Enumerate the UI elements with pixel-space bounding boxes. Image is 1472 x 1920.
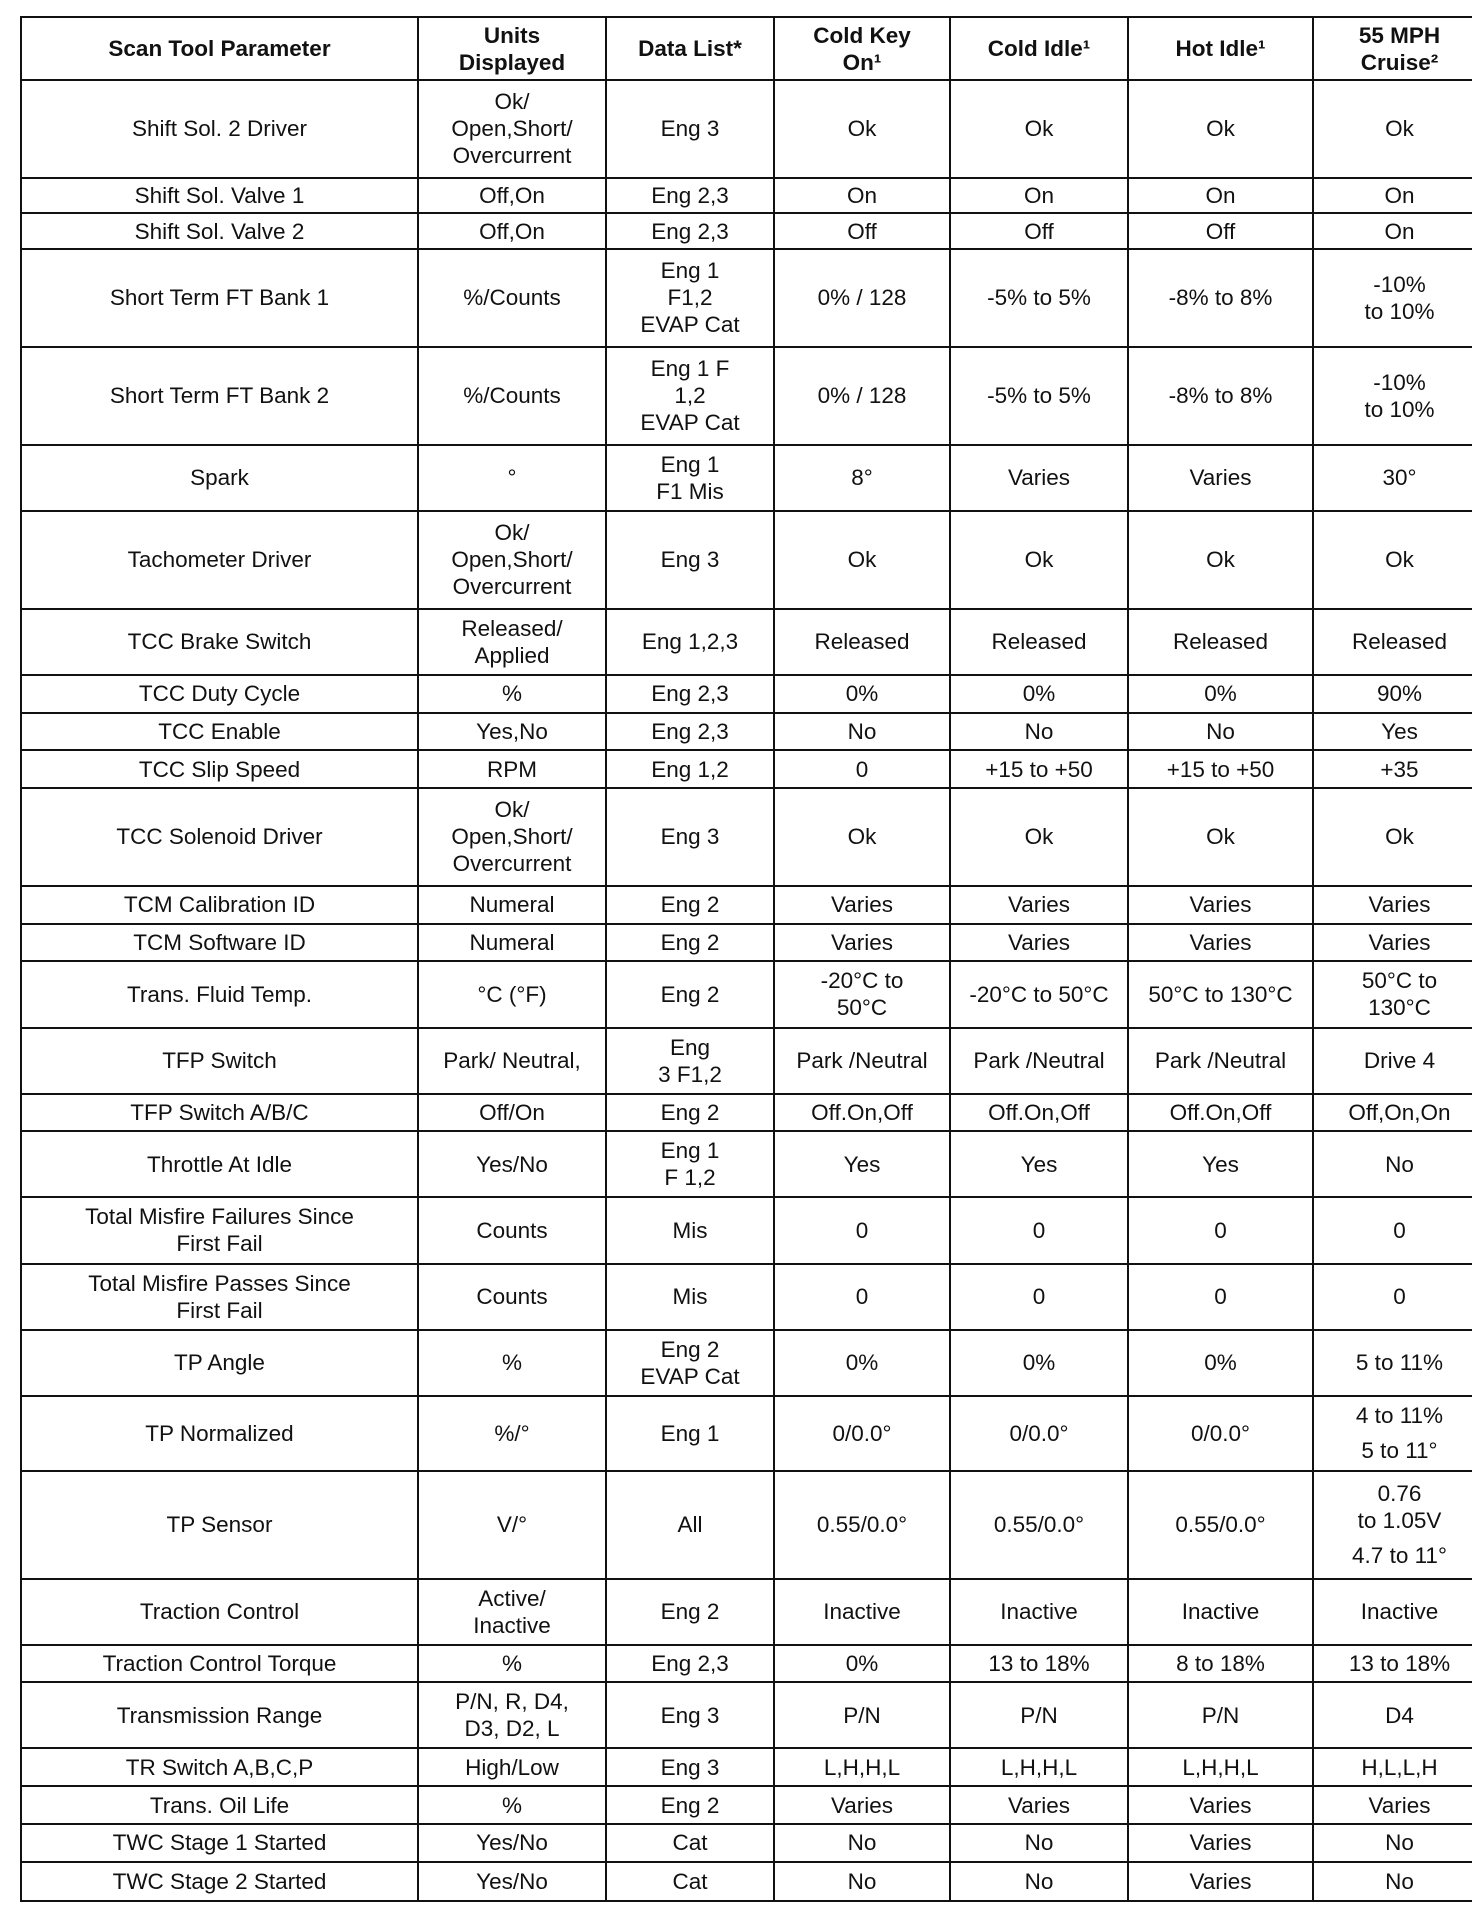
cell-cold-key-on: 0% / 128 — [774, 249, 950, 347]
cell-data-list: Mis — [606, 1197, 774, 1263]
cell-cruise-55-mph: No — [1313, 1862, 1472, 1901]
cell-hot-idle: +15 to +50 — [1128, 750, 1313, 788]
cell-cold-idle: 0 — [950, 1264, 1128, 1330]
table-row — [21, 1786, 1472, 1824]
table-row — [21, 1131, 1472, 1197]
table-row — [21, 675, 1472, 713]
cell-units-displayed: %/° — [418, 1396, 606, 1472]
cell-hot-idle: Ok — [1128, 788, 1313, 886]
cell-cold-key-on: No — [774, 1824, 950, 1862]
cell-cold-idle: Released — [950, 609, 1128, 675]
header-data-list: Data List* — [606, 17, 774, 80]
cell-cruise-55-mph: D4 — [1313, 1682, 1472, 1748]
cell-units-displayed: %/Counts — [418, 347, 606, 445]
cell-cold-idle: 0% — [950, 675, 1128, 713]
cell-cold-idle: Varies — [950, 924, 1128, 962]
cell-units-displayed: Active/ Inactive — [418, 1579, 606, 1645]
cell-cold-idle: +15 to +50 — [950, 750, 1128, 788]
cell-parameter: Traction Control Torque — [21, 1645, 418, 1683]
cell-data-list: Eng 1 F 1,2 — [606, 1131, 774, 1197]
table-row — [21, 961, 1472, 1027]
header-55-mph-cruise: 55 MPH Cruise² — [1313, 17, 1472, 80]
table-row — [21, 1748, 1472, 1786]
cell-units-displayed: Yes/No — [418, 1862, 606, 1901]
cell-hot-idle: 0.55/0.0° — [1128, 1471, 1313, 1578]
cell-data-list: Cat — [606, 1824, 774, 1862]
cell-data-list: Eng 2,3 — [606, 178, 774, 213]
cell-cold-key-on: Off — [774, 213, 950, 248]
cell-data-list: Eng 1,2,3 — [606, 609, 774, 675]
cell-data-list: Eng 1,2 — [606, 750, 774, 788]
cell-hot-idle: Park /Neutral — [1128, 1028, 1313, 1094]
cell-data-list: Eng 1 F 1,2 EVAP Cat — [606, 347, 774, 445]
cell-cold-key-on: 0 — [774, 1264, 950, 1330]
cell-units-displayed: Yes/No — [418, 1824, 606, 1862]
cell-cruise-55-mph: No — [1313, 1131, 1472, 1197]
cell-hot-idle: Inactive — [1128, 1579, 1313, 1645]
cell-data-list: Eng 2 — [606, 886, 774, 924]
cell-units-displayed: Yes,No — [418, 713, 606, 751]
cell-hot-idle: Ok — [1128, 511, 1313, 609]
cell-cruise-55-mph: -10% to 10% — [1313, 249, 1472, 347]
cell-data-list: Eng 1 F1 Mis — [606, 445, 774, 511]
cell-data-list: Eng 3 — [606, 80, 774, 178]
cell-hot-idle: Off — [1128, 213, 1313, 248]
cell-cold-idle: 0/0.0° — [950, 1396, 1128, 1472]
cell-hot-idle: 0% — [1128, 1330, 1313, 1396]
table-row — [21, 347, 1472, 445]
cell-hot-idle: L,H,H,L — [1128, 1748, 1313, 1786]
cell-parameter: TCC Slip Speed — [21, 750, 418, 788]
cell-cruise-55-mph: Ok — [1313, 788, 1472, 886]
cell-parameter: Shift Sol. 2 Driver — [21, 80, 418, 178]
cell-cold-idle: Varies — [950, 886, 1128, 924]
cell-units-displayed: Ok/ Open,Short/ Overcurrent — [418, 511, 606, 609]
cell-parameter: Short Term FT Bank 2 — [21, 347, 418, 445]
cell-parameter: TFP Switch — [21, 1028, 418, 1094]
cell-units-displayed: Counts — [418, 1264, 606, 1330]
cell-units-displayed: °C (°F) — [418, 961, 606, 1027]
cell-cruise-55-mph: On — [1313, 178, 1472, 213]
cell-cold-key-on: Varies — [774, 886, 950, 924]
cell-cold-idle: No — [950, 713, 1128, 751]
cell-cruise-55-mph: 5 to 11% — [1313, 1330, 1472, 1396]
cell-cold-key-on: Ok — [774, 511, 950, 609]
cell-cold-key-on: 0% / 128 — [774, 347, 950, 445]
cell-units-displayed: %/Counts — [418, 249, 606, 347]
cell-cold-key-on: 0% — [774, 675, 950, 713]
header-hot-idle: Hot Idle¹ — [1128, 17, 1313, 80]
table-row — [21, 1579, 1472, 1645]
cell-cold-idle: On — [950, 178, 1128, 213]
table-row — [21, 249, 1472, 347]
cell-units-displayed: Numeral — [418, 924, 606, 962]
cell-hot-idle: 8 to 18% — [1128, 1645, 1313, 1683]
cell-parameter: TP Angle — [21, 1330, 418, 1396]
cell-hot-idle: Varies — [1128, 924, 1313, 962]
cell-cruise-55-mph: Off,On,On — [1313, 1094, 1472, 1132]
cell-parameter: Tachometer Driver — [21, 511, 418, 609]
cell-cold-key-on: 0% — [774, 1330, 950, 1396]
cell-data-list: Eng 2 — [606, 961, 774, 1027]
cell-cruise-55-mph: Drive 4 — [1313, 1028, 1472, 1094]
cell-units-displayed: % — [418, 1786, 606, 1824]
table-row — [21, 1471, 1472, 1578]
cell-cruise-55-mph: No — [1313, 1824, 1472, 1862]
cell-units-displayed: Park/ Neutral, — [418, 1028, 606, 1094]
cell-parameter: TCC Solenoid Driver — [21, 788, 418, 886]
cell-cold-key-on: -20°C to 50°C — [774, 961, 950, 1027]
cell-cruise-55-mph: 50°C to 130°C — [1313, 961, 1472, 1027]
table-row — [21, 1862, 1472, 1901]
cell-cold-idle: Ok — [950, 80, 1128, 178]
cell-hot-idle: Yes — [1128, 1131, 1313, 1197]
cell-cruise-55-mph: 0.76 to 1.05V 4.7 to 11° — [1313, 1471, 1472, 1578]
table-row — [21, 924, 1472, 962]
cell-data-list: Eng 1 — [606, 1396, 774, 1472]
cell-units-displayed: % — [418, 675, 606, 713]
table-row — [21, 1197, 1472, 1263]
cell-cold-idle: 0.55/0.0° — [950, 1471, 1128, 1578]
cell-data-list: Eng 2,3 — [606, 213, 774, 248]
cell-hot-idle: Varies — [1128, 886, 1313, 924]
cell-data-list: Eng 2 — [606, 924, 774, 962]
cell-units-displayed: Released/ Applied — [418, 609, 606, 675]
table-row — [21, 1094, 1472, 1132]
cell-cold-key-on: P/N — [774, 1682, 950, 1748]
cell-cruise-55-mph: 13 to 18% — [1313, 1645, 1472, 1683]
cell-cruise-55-mph: Yes — [1313, 713, 1472, 751]
cell-cold-key-on: Off.On,Off — [774, 1094, 950, 1132]
cell-cold-idle: 0% — [950, 1330, 1128, 1396]
cell-units-displayed: Ok/ Open,Short/ Overcurrent — [418, 80, 606, 178]
cell-units-displayed: % — [418, 1645, 606, 1683]
cell-hot-idle: 0/0.0° — [1128, 1396, 1313, 1472]
table-row — [21, 1645, 1472, 1683]
cell-hot-idle: On — [1128, 178, 1313, 213]
cell-cold-idle: Varies — [950, 445, 1128, 511]
cell-units-displayed: Off/On — [418, 1094, 606, 1132]
cell-cruise-55-mph: Released — [1313, 609, 1472, 675]
cell-parameter: Trans. Oil Life — [21, 1786, 418, 1824]
cell-units-displayed: P/N, R, D4, D3, D2, L — [418, 1682, 606, 1748]
table-row — [21, 886, 1472, 924]
cell-cold-key-on: Park /Neutral — [774, 1028, 950, 1094]
cell-cold-idle: No — [950, 1824, 1128, 1862]
cell-cruise-55-mph: Varies — [1313, 1786, 1472, 1824]
cell-cold-idle: Varies — [950, 1786, 1128, 1824]
cell-hot-idle: No — [1128, 713, 1313, 751]
cell-parameter: Shift Sol. Valve 1 — [21, 178, 418, 213]
table-row — [21, 1824, 1472, 1862]
cell-units-displayed: % — [418, 1330, 606, 1396]
cell-parameter: Total Misfire Passes Since First Fail — [21, 1264, 418, 1330]
cell-units-displayed: High/Low — [418, 1748, 606, 1786]
cell-hot-idle: P/N — [1128, 1682, 1313, 1748]
header-row — [21, 17, 1472, 80]
cell-cruise-55-mph: Inactive — [1313, 1579, 1472, 1645]
table-row — [21, 80, 1472, 178]
cell-hot-idle: 0 — [1128, 1197, 1313, 1263]
cell-hot-idle: -8% to 8% — [1128, 249, 1313, 347]
cell-units-displayed: Off,On — [418, 213, 606, 248]
cell-parameter: Spark — [21, 445, 418, 511]
cell-data-list: Eng 3 — [606, 1682, 774, 1748]
cell-cold-idle: 0 — [950, 1197, 1128, 1263]
cell-cold-idle: Ok — [950, 788, 1128, 886]
cell-parameter: Total Misfire Failures Since First Fail — [21, 1197, 418, 1263]
cell-data-list: Eng 2,3 — [606, 713, 774, 751]
cell-units-displayed: Ok/ Open,Short/ Overcurrent — [418, 788, 606, 886]
table-row — [21, 788, 1472, 886]
cell-cold-key-on: Ok — [774, 80, 950, 178]
cell-parameter: TCC Enable — [21, 713, 418, 751]
cell-cruise-55-mph: +35 — [1313, 750, 1472, 788]
cell-cold-idle: Inactive — [950, 1579, 1128, 1645]
cell-cold-key-on: Varies — [774, 924, 950, 962]
cell-parameter: TP Normalized — [21, 1396, 418, 1472]
cell-hot-idle: Varies — [1128, 1786, 1313, 1824]
cell-data-list: Eng 1 F1,2 EVAP Cat — [606, 249, 774, 347]
cell-data-list: Eng 2 — [606, 1094, 774, 1132]
cell-parameter: Shift Sol. Valve 2 — [21, 213, 418, 248]
cell-hot-idle: Varies — [1128, 1862, 1313, 1901]
table-row — [21, 213, 1472, 248]
cell-cruise-55-mph: Ok — [1313, 80, 1472, 178]
cell-cold-key-on: Yes — [774, 1131, 950, 1197]
cell-cold-idle: -5% to 5% — [950, 249, 1128, 347]
table-row — [21, 1330, 1472, 1396]
cell-cruise-55-mph: 90% — [1313, 675, 1472, 713]
cell-units-displayed: ° — [418, 445, 606, 511]
cell-hot-idle: Released — [1128, 609, 1313, 675]
cell-cold-key-on: 8° — [774, 445, 950, 511]
cell-cold-key-on: 0 — [774, 1197, 950, 1263]
cell-parameter: TCC Duty Cycle — [21, 675, 418, 713]
cell-hot-idle: Ok — [1128, 80, 1313, 178]
cell-hot-idle: Off.On,Off — [1128, 1094, 1313, 1132]
header-units-displayed: Units Displayed — [418, 17, 606, 80]
table-row — [21, 1682, 1472, 1748]
table-body — [21, 80, 1472, 1901]
table-row — [21, 1028, 1472, 1094]
cell-data-list: Eng 3 F1,2 — [606, 1028, 774, 1094]
cell-cold-idle: L,H,H,L — [950, 1748, 1128, 1786]
cell-cold-key-on: 0% — [774, 1645, 950, 1683]
cell-cold-key-on: 0.55/0.0° — [774, 1471, 950, 1578]
cell-parameter: TR Switch A,B,C,P — [21, 1748, 418, 1786]
cell-units-displayed: V/° — [418, 1471, 606, 1578]
cell-cruise-55-mph: 0 — [1313, 1264, 1472, 1330]
cell-cruise-55-mph: -10% to 10% — [1313, 347, 1472, 445]
cell-cold-key-on: On — [774, 178, 950, 213]
table-row — [21, 609, 1472, 675]
cell-units-displayed: Off,On — [418, 178, 606, 213]
cell-cold-idle: Park /Neutral — [950, 1028, 1128, 1094]
header-cold-key-on: Cold Key On¹ — [774, 17, 950, 80]
cell-cold-idle: -5% to 5% — [950, 347, 1128, 445]
cell-cold-key-on: 0 — [774, 750, 950, 788]
cell-cruise-55-mph: 0 — [1313, 1197, 1472, 1263]
cell-parameter: Trans. Fluid Temp. — [21, 961, 418, 1027]
cell-data-list: Eng 3 — [606, 511, 774, 609]
cell-parameter: Short Term FT Bank 1 — [21, 249, 418, 347]
cell-hot-idle: 0 — [1128, 1264, 1313, 1330]
cell-cruise-55-mph: Ok — [1313, 511, 1472, 609]
cell-units-displayed: Counts — [418, 1197, 606, 1263]
cell-data-list: Cat — [606, 1862, 774, 1901]
cell-hot-idle: Varies — [1128, 445, 1313, 511]
header-scan-tool-parameter: Scan Tool Parameter — [21, 17, 418, 80]
cell-cold-idle: -20°C to 50°C — [950, 961, 1128, 1027]
cell-data-list: Eng 2 — [606, 1579, 774, 1645]
cell-cruise-55-mph: H,L,L,H — [1313, 1748, 1472, 1786]
cell-units-displayed: RPM — [418, 750, 606, 788]
cell-cold-idle: 13 to 18% — [950, 1645, 1128, 1683]
cell-cruise-55-mph: 30° — [1313, 445, 1472, 511]
table-row — [21, 713, 1472, 751]
cell-data-list: Eng 2 EVAP Cat — [606, 1330, 774, 1396]
cell-cold-key-on: Released — [774, 609, 950, 675]
table-row — [21, 1396, 1472, 1472]
cell-cruise-55-mph: Varies — [1313, 924, 1472, 962]
cell-data-list: Mis — [606, 1264, 774, 1330]
table-row — [21, 511, 1472, 609]
cell-hot-idle: 50°C to 130°C — [1128, 961, 1313, 1027]
cell-cold-idle: P/N — [950, 1682, 1128, 1748]
header-cold-idle: Cold Idle¹ — [950, 17, 1128, 80]
cell-cold-idle: Yes — [950, 1131, 1128, 1197]
cell-parameter: TCC Brake Switch — [21, 609, 418, 675]
cell-data-list: Eng 3 — [606, 788, 774, 886]
cell-cold-key-on: Varies — [774, 1786, 950, 1824]
cell-hot-idle: 0% — [1128, 675, 1313, 713]
cell-parameter: Transmission Range — [21, 1682, 418, 1748]
cell-parameter: Throttle At Idle — [21, 1131, 418, 1197]
cell-data-list: Eng 2 — [606, 1786, 774, 1824]
cell-data-list: Eng 3 — [606, 1748, 774, 1786]
cell-parameter: TWC Stage 1 Started — [21, 1824, 418, 1862]
cell-parameter: Traction Control — [21, 1579, 418, 1645]
cell-parameter: TCM Calibration ID — [21, 886, 418, 924]
cell-cold-idle: Off.On,Off — [950, 1094, 1128, 1132]
cell-cold-idle: Off — [950, 213, 1128, 248]
cell-cruise-55-mph: 4 to 11% 5 to 11° — [1313, 1396, 1472, 1472]
cell-data-list: Eng 2,3 — [606, 1645, 774, 1683]
cell-units-displayed: Yes/No — [418, 1131, 606, 1197]
cell-cold-key-on: L,H,H,L — [774, 1748, 950, 1786]
cell-hot-idle: Varies — [1128, 1824, 1313, 1862]
table-row — [21, 445, 1472, 511]
cell-cold-key-on: No — [774, 713, 950, 751]
cell-data-list: All — [606, 1471, 774, 1578]
table-row — [21, 178, 1472, 213]
cell-cruise-55-mph: Varies — [1313, 886, 1472, 924]
cell-cold-key-on: No — [774, 1862, 950, 1901]
scan-tool-data-table — [20, 16, 1472, 1902]
cell-cold-key-on: Inactive — [774, 1579, 950, 1645]
cell-cold-key-on: Ok — [774, 788, 950, 886]
table-row — [21, 750, 1472, 788]
cell-cruise-55-mph: On — [1313, 213, 1472, 248]
table-row — [21, 1264, 1472, 1330]
cell-parameter: TCM Software ID — [21, 924, 418, 962]
cell-parameter: TP Sensor — [21, 1471, 418, 1578]
cell-cold-idle: No — [950, 1862, 1128, 1901]
cell-units-displayed: Numeral — [418, 886, 606, 924]
cell-cold-key-on: 0/0.0° — [774, 1396, 950, 1472]
cell-cold-idle: Ok — [950, 511, 1128, 609]
cell-hot-idle: -8% to 8% — [1128, 347, 1313, 445]
cell-parameter: TWC Stage 2 Started — [21, 1862, 418, 1901]
cell-data-list: Eng 2,3 — [606, 675, 774, 713]
cell-parameter: TFP Switch A/B/C — [21, 1094, 418, 1132]
